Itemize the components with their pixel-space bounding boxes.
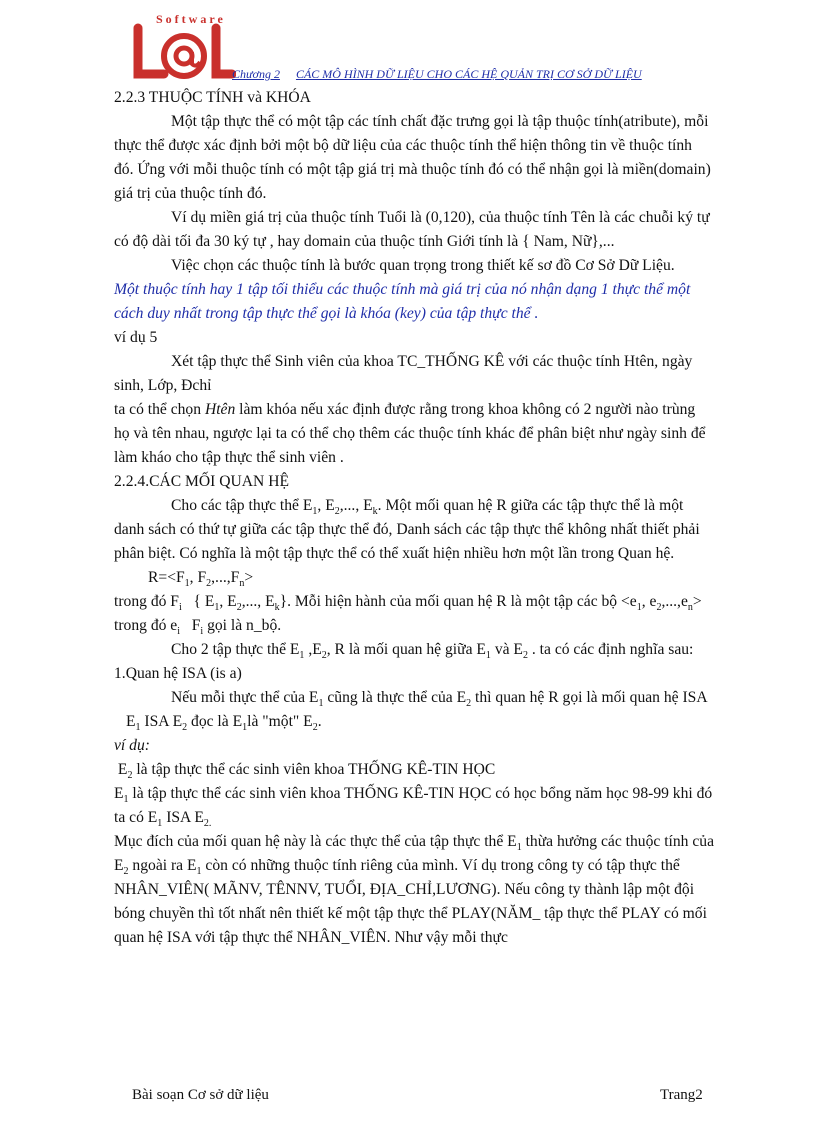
paragraph-isa-purpose: Mục đích của mối quan hệ này là các thực thể của tập thực thể $E_1$ thừa hưởng các thuộc tính của $E_2$ ngoài ra $E_1$ còn có những thuộc tính riêng của mình. Ví dụ trong công ty có tập thực thể NHÂN_VIÊN( MÃNV, TÊNNV, TUỔI, ĐỊA_CHỈ,LƯƠNG). Nếu công ty thành lập một đội bóng chuyền thì tốt nhất nên thiết kế một tập thực thể PLAY(NĂM_ tập thực thể PLAY có mối quan hệ ISA với tập thực thể NHÂN_VIÊN. Như vậy mỗi thực (114, 833, 714, 946)
section-heading-relationships: 2.2.4.CÁC MỐI QUAN HỆ (114, 473, 289, 490)
paragraph-relationship-definition: Cho các tập thực thể $E_1$, $E_2$,..., $E_k$. Một mối quan hệ R giữa các tập thực thể là một danh sách có thứ tự giữa các tập thực thể đó, Danh sách các tập thực thể không nhất thiết phải phân biệt. Có nghĩa là một tập thực thể có thể xuất hiện nhiều hơn một lần trong Quan hệ. (114, 497, 700, 562)
document-body (114, 86, 714, 950)
isa-example-line-2: $E_1$ là tập thực thể các sinh viên khoa THỐNG KÊ-TIN HỌC có học bổng năm học 98-99 khi đó ta có $E_1$ ISA $E_{2.}$ (114, 785, 713, 830)
paragraph-relationship-instance: trong đó $F_i$ { $E_1$, $E_2$,..., $E_k$}. Mỗi hiện hành của mối quan hệ R là một tập các bộ $<e_1$, $e_2,...,e_n>$ trong đó $e_i$ $F_i$ gọi là n_bộ. (114, 593, 702, 638)
chapter-header (232, 67, 642, 82)
chapter-number: Chương 2 (232, 67, 280, 81)
paragraph-two-entity-sets: Cho 2 tập thực thể $E_1$ $,E_2$, R là mối quan hệ giữa $E_1$ và $E_2$ . ta có các định nghĩa sau: (171, 641, 694, 662)
paragraph-choose-key: ta có thể chọn Htên làm khóa nếu xác định được rằng trong khoa không có 2 người nào trùng họ và tên nhau, ngược lại ta có thể chọ thêm các thuộc tính khác để phân biệt như ngày sinh để làm kháo cho tập thực thể sinh viên . (114, 401, 706, 466)
chapter-title: CÁC MÔ HÌNH DỮ LIỆU CHO CÁC HỆ QUẢN TRỊ CƠ SỞ DỮ LIỆU (295, 67, 642, 81)
paragraph-isa-definition: Nếu mỗi thực thể của $E_1$ cũng là thực thể của $E_2$ thì quan hệ R gọi là mối quan hệ ISA (171, 689, 708, 710)
software-logo (124, 12, 236, 86)
footer-page-number: Trang2 (660, 1087, 703, 1103)
paragraph-key-definition: Một thuộc tính hay 1 tập tối thiểu các thuộc tính mà giá trị của nó nhận dạng 1 thực thể một cách duy nhất trong tập thực thể gọi là khóa (key) của tập thực thể . (114, 281, 691, 322)
paragraph-domain-example: Ví dụ miền giá trị của thuộc tính Tuổi là (0,120), của thuộc tính Tên là các chuỗi ký tự có độ dài tối đa 30 ký tự , hay domain của thuộc tính Giới tính là { Nam, Nữ},... (114, 209, 710, 250)
footer-document-title: Bài soạn Cơ sở dữ liệu (132, 1087, 269, 1103)
paragraph-choose-attributes: Việc chọn các thuộc tính là bước quan trọng trong thiết kế sơ đồ Cơ Sở Dữ Liệu. (171, 257, 675, 274)
isa-example-label: ví dụ: (114, 737, 150, 754)
paragraph-student-entity: Xét tập thực thể Sinh viên của khoa TC_THỐNG KÊ với các thuộc tính Htên, ngày sinh, Lớp, Đchỉ (114, 353, 693, 394)
paragraph-attributes-definition: Một tập thực thể có một tập các tính chất đặc trưng gọi là tập thuộc tính(atribute), mỗi thực thể được xác định bởi một bộ dữ liệu của các thuộc tính thể hiện thông tin về thuộc tính đó. Ứng với mỗi thuộc tính có một tập giá trị mà thuộc tính đó có thể nhận gọi là miền(domain) giá trị của thuộc tính đó. (114, 113, 711, 202)
isa-reading: $E_1$ ISA $E_2$ đọc là $E_1là$ "một" $E_2$. (126, 713, 322, 734)
isa-heading: 1.Quan hệ ISA (is a) (114, 665, 242, 682)
logo-brand-text: Software (156, 12, 226, 26)
relationship-formula: $R=<F_1$, $F_2,...,F_n>$ (148, 569, 254, 590)
logo-mark-icon (124, 22, 236, 86)
key-attribute-name: Htên (204, 401, 236, 418)
section-heading-attributes: 2.2.3 THUỘC TÍNH và KHÓA (114, 89, 311, 106)
isa-example-line-1: $E_2$ là tập thực thể các sinh viên khoa THỐNG KÊ-TIN HỌC (114, 761, 496, 782)
example-label: ví dụ 5 (114, 329, 158, 346)
